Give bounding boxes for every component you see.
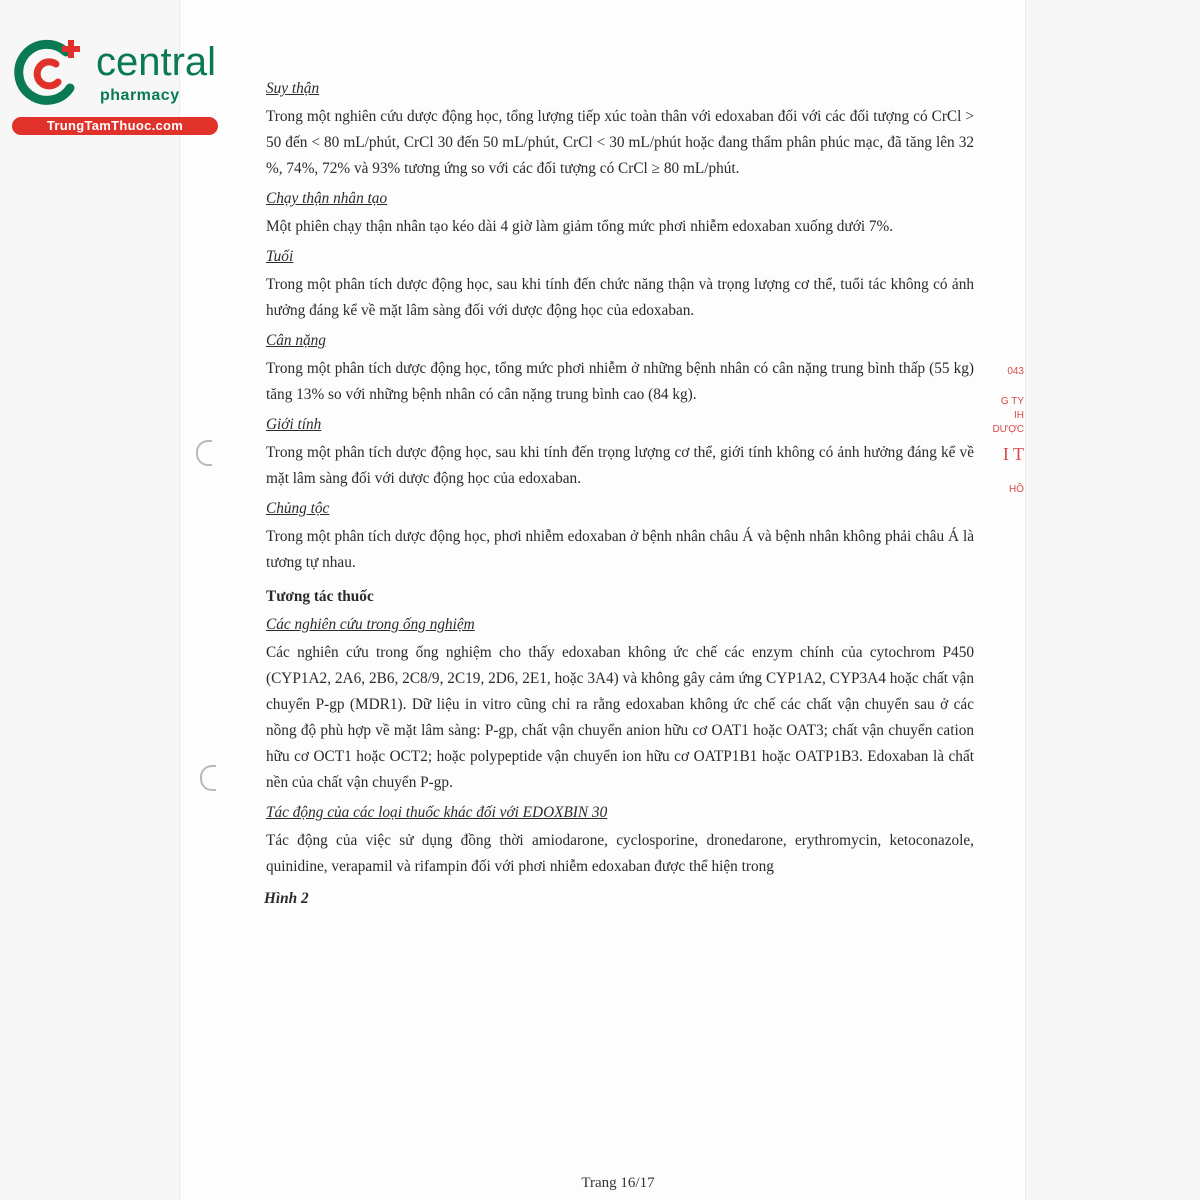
stamp-text: IH — [1014, 410, 1024, 421]
paragraph: Trong một phân tích dược động học, tổng mức phơi nhiễm ở những bệnh nhân có cân nặng trung bình thấp (55 kg) tăng 13% so với những bệnh nhân có cân nặng trung bình cao (84 kg). — [266, 360, 974, 403]
paragraph: Trong một nghiên cứu dược động học, tổng lượng tiếp xúc toàn thân với edoxaban đối với các đối tượng có CrCl > 50 đến < 80 mL/phút, CrCl 30 đến 50 mL/phút, CrCl < 30 mL/phút hoặc đang thẩm phân phúc mạc, đã tăng lên 32 %, 74%, 72% và 93% tương ứng so với các đối tượng có CrCl ≥ 80 mL/phút. — [266, 108, 974, 177]
punch-hole — [196, 440, 212, 466]
red-stamp — [992, 356, 1026, 506]
stamp-text: HỒ — [1009, 484, 1024, 495]
logo-website[interactable]: TrungTamThuoc.com — [12, 117, 218, 135]
stamp-text: DƯỢC — [992, 424, 1024, 435]
stamp-text: G TY — [1000, 396, 1024, 407]
logo-subtitle: pharmacy — [100, 87, 180, 104]
heading-gioi-tinh: Giới tính — [266, 416, 322, 433]
stamp-text: I T — [1002, 444, 1024, 464]
heading-tac-dong-thuoc-khac: Tác động của các loại thuốc khác đối với EDOXBIN 30 — [266, 804, 608, 821]
heading-suy-than: Suy thận — [266, 80, 320, 97]
heading-chung-toc: Chủng tộc — [266, 500, 330, 517]
central-pharmacy-logo[interactable] — [10, 36, 215, 136]
paragraph: Một phiên chạy thận nhân tạo kéo dài 4 giờ làm giảm tổng mức phơi nhiễm edoxaban xuống dưới 7%. — [266, 218, 894, 235]
heading-nghien-cuu-ong-nghiem: Các nghiên cứu trong ống nghiệm — [266, 616, 475, 633]
paragraph: Trong một phân tích dược động học, sau khi tính đến chức năng thận và trọng lượng cơ thể, tuổi tác không có ảnh hưởng đáng kể về mặt lâm sàng đối với dược động học của edoxaban. — [266, 276, 974, 319]
stamp-text: 043 — [1007, 366, 1024, 377]
page-number: Trang 16/17 — [581, 1175, 655, 1191]
pharmacy-logo-icon — [10, 36, 84, 110]
heading-chay-than: Chạy thận nhân tạo — [266, 190, 388, 207]
paragraph: Trong một phân tích dược động học, phơi nhiễm edoxaban ở bệnh nhân châu Á và bệnh nhân không phải châu Á là tương tự nhau. — [266, 528, 974, 571]
paragraph: Các nghiên cứu trong ống nghiệm cho thấy edoxaban không ức chế các enzym chính của cytochrom P450 (CYP1A2, 2A6, 2B6, 2C8/9, 2C19, 2D6, 2E1, hoặc 3A4) và không gây cảm ứng CYP1A2, CYP3A4 hoặc chất vận chuyển P-gp (MDR1). Dữ liệu in vitro cũng chỉ ra rằng edoxaban không ức chế các chất vận chuyển sau ở các nồng độ phù hợp về mặt lâm sàng: P-gp, chất vận chuyển anion hữu cơ OAT1 hoặc OAT3; chất vận chuyển cation hữu cơ OCT1 hoặc OCT2; hoặc polypeptide vận chuyển ion hữu cơ OATP1B1 hoặc OATP1B3. Edoxaban là chất nền của chất vận chuyển P-gp. — [266, 644, 974, 791]
document-body — [262, 72, 974, 910]
heading-tuong-tac-thuoc: Tương tác thuốc — [266, 588, 374, 605]
paragraph: Trong một phân tích dược động học, sau khi tính đến trọng lượng cơ thể, giới tính không có ảnh hưởng đáng kể về mặt lâm sàng đối với dược động học của edoxaban. — [266, 444, 974, 487]
paragraph: Tác động của việc sử dụng đồng thời amiodarone, cyclosporine, dronedarone, erythromycin, ketoconazole, quinidine, verapamil và rifampin đối với phơi nhiễm edoxaban được thể hiện trong — [266, 832, 974, 875]
heading-tuoi: Tuổi — [266, 248, 294, 265]
logo-name: central — [96, 40, 217, 84]
figure-reference: Hình 2 — [264, 890, 309, 907]
heading-can-nang: Cân nặng — [266, 332, 326, 349]
punch-hole — [200, 765, 216, 791]
